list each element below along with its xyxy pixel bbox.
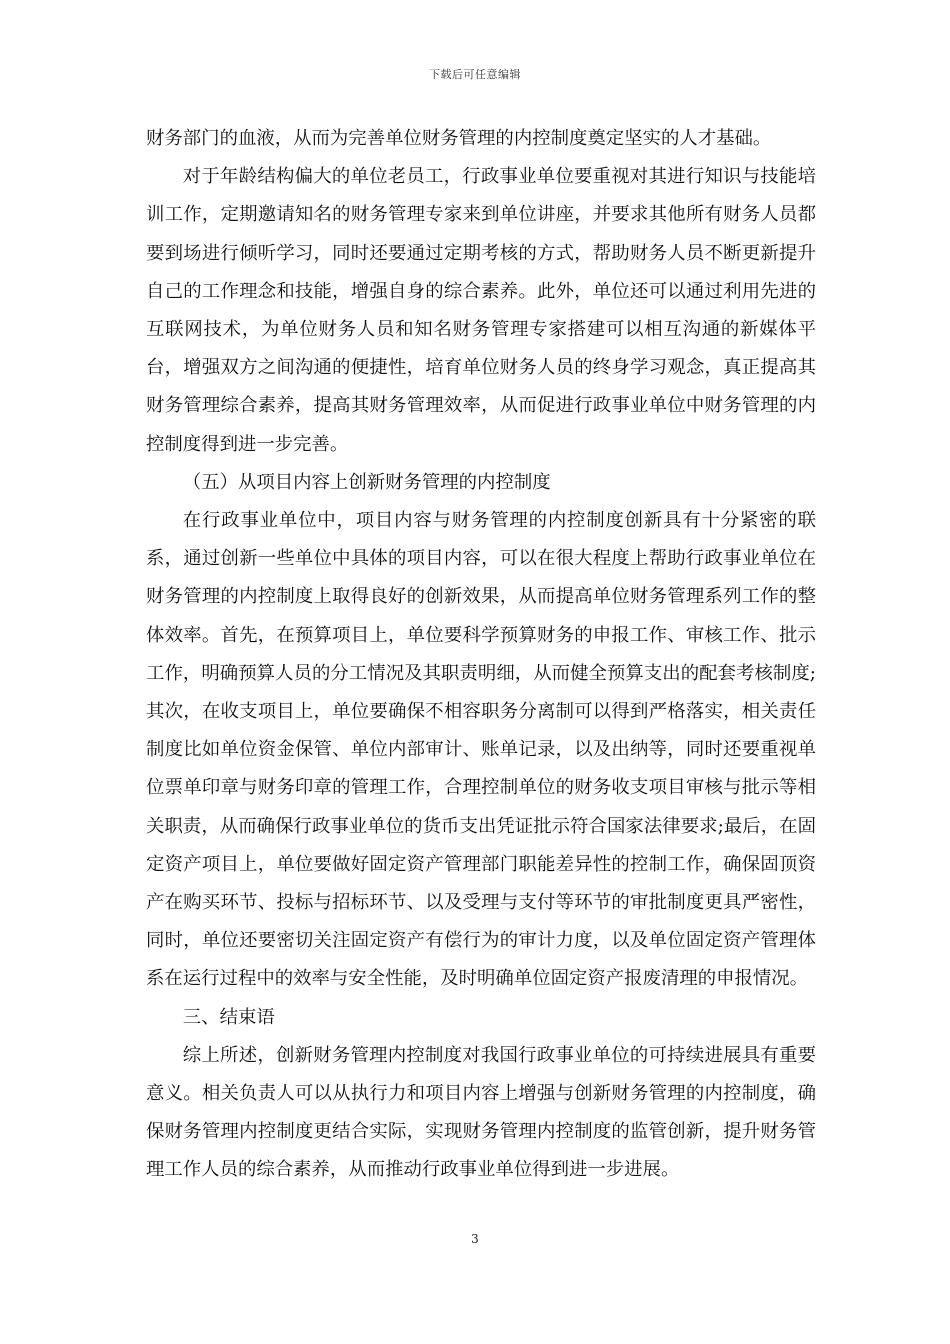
section-heading-project-content: （五）从项目内容上创新财务管理的内控制度 xyxy=(182,471,551,493)
paragraph-staff-training: 对于年龄结构偏大的单位老员工，行政事业单位要重视对其进行知识与技能培训工作，定期邀请知名的财务管理专家来到单位讲座，并要求其他所有财务人员都要到场进行倾听学习，同时还要通过定期考核的方式，帮助财务人员不断更新提升自己的工作理念和技能，增强自身的综合素养。此外，单位还可以通过利用先进的互联网技术，为单位财务人员和知名财务管理专家搭建可以相互沟通的新媒体平台，增强双方之间沟通的便捷性，培育单位财务人员的终身学习观念，真正提高其财务管理综合素养，提高其财务管理效率，从而促进行政事业单位中财务管理的内控制度得到进一步完善。 xyxy=(146,166,816,455)
paragraph-conclusion: 综上所述，创新财务管理内控制度对我国行政事业单位的可持续进展具有重要意义。相关负责人可以从执行力和项目内容上增强与创新财务管理的内控制度，确保财务管理内控制度更结合实际，实现财务管理内控制度的监管创新，提升财务管理工作人员的综合素养，从而推动行政事业单位得到进一步进展。 xyxy=(146,1044,816,1181)
page-number: 3 xyxy=(471,1232,479,1246)
paragraph-continuation: 财务部门的血液，从而为完善单位财务管理的内控制度奠定坚实的人才基础。 xyxy=(146,128,772,149)
section-heading-conclusion: 三、结束语 xyxy=(182,1006,275,1028)
document-body xyxy=(146,120,816,1190)
paragraph-project-content: 在行政事业单位中，项目内容与财务管理的内控制度创新具有十分紧密的联系，通过创新一些单位中具体的项目内容，可以在很大程度上帮助行政事业单位在财务管理的内控制度上取得良好的创新效果，从而提高单位财务管理系列工作的整体效率。首先，在预算项目上，单位要科学预算财务的申报工作、审核工作、批示工作，明确预算人员的分工情况及其职责明细，从而健全预算支出的配套考核制度;其次，在收支项目上，单位要确保不相容职务分离制可以得到严格落实，相关责任制度比如单位资金保管、单位内部审计、账单记录，以及出纳等，同时还要重视单位票单印章与财务印章的管理工作，合理控制单位的财务收支项目审核与批示等相关职责，从而确保行政事业单位的货币支出凭证批示符合国家法律要求;最后，在固定资产项目上，单位要做好固定资产管理部门职能差异性的控制工作，确保固顶资产在购买环节、投标与招标环节、以及受理与支付等环节的审批制度更具严密性，同时，单位还要密切关注固定资产有偿行为的审计力度，以及单位固定资产管理体系在运行过程中的效率与安全性能，及时明确单位固定资产报废清理的申报情况。 xyxy=(146,510,816,990)
page-header-note: 下载后可任意编辑 xyxy=(429,68,521,81)
